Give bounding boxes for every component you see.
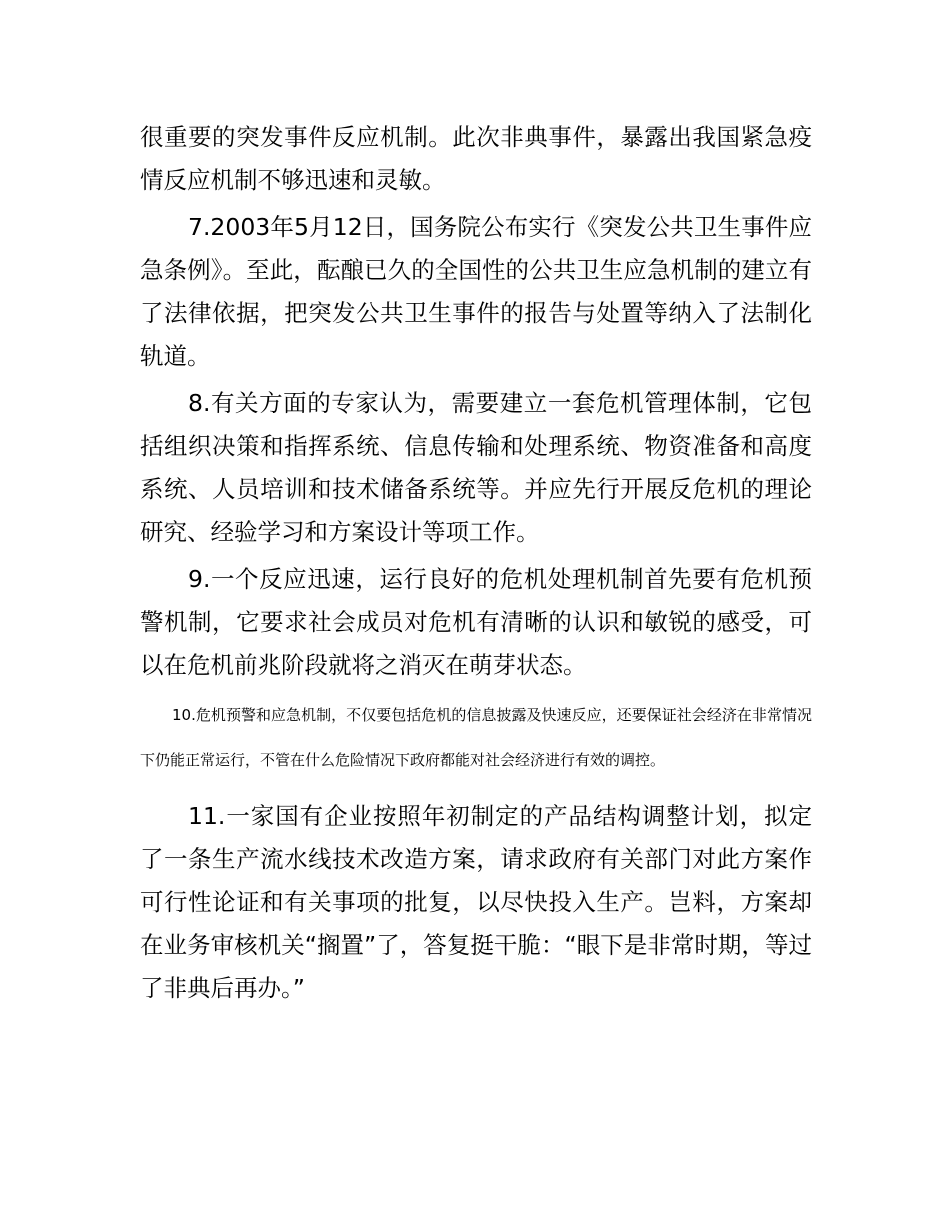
paragraph-continuation: 很重要的突发事件反应机制。此次非典事件，暴露出我国紧急疫情反应机制不够迅速和灵敏。 <box>140 123 812 194</box>
paragraph-7: 7.2003年5月12日，国务院公布实行《突发公共卫生事件应急条例》。至此，酝酿已久的全国性的公共卫生应急机制的建立有了法律依据，把突发公共卫生事件的报告与处置等纳入了法制化轨道。 <box>140 213 812 370</box>
paragraph-11: 11.一家国有企业按照年初制定的产品结构调整计划，拟定了一条生产流水线技术改造方案，请求政府有关部门对此方案作可行性论证和有关事项的批复，以尽快投入生产。岂料，方案却在业务审核机关“搁置”了，答复挺干脆：“眼下是非常时期，等过了非典后再办。” <box>140 802 812 1002</box>
document-page <box>140 116 812 1010</box>
paragraph-9: 9.一个反应迅速，运行良好的危机处理机制首先要有危机预警机制，它要求社会成员对危机有清晰的认识和敏锐的感受，可以在危机前兆阶段就将之消灭在萌芽状态。 <box>140 565 812 679</box>
paragraph-8: 8.有关方面的专家认为，需要建立一套危机管理体制，它包括组织决策和指挥系统、信息传输和处理系统、物资准备和高度系统、人员培训和技术储备系统等。并应先行开展反危机的理论研究、经验学习和方案设计等项工作。 <box>140 389 812 546</box>
paragraph-10: 10.危机预警和应急机制，不仅要包括危机的信息披露及快速反应，还要保证社会经济在非常情况下仍能正常运行，不管在什么危险情况下政府都能对社会经济进行有效的调控。 <box>140 706 812 769</box>
